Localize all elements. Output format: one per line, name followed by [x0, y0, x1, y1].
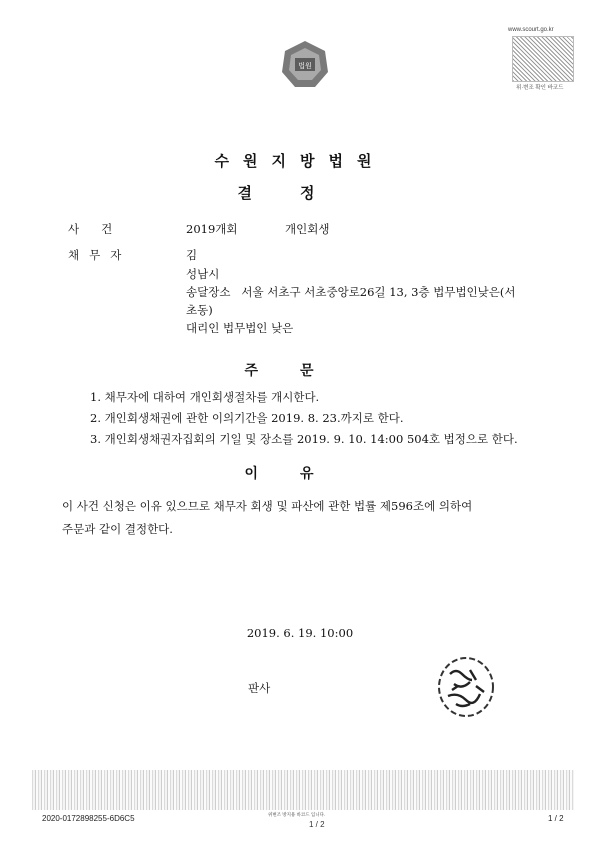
case-number: 2019개회: [186, 222, 238, 236]
page-number-center: 1 / 2: [309, 820, 325, 829]
decision-date: 2019. 6. 19. 10:00: [246, 626, 354, 640]
document-id: 2020-0172898255-6D6C5: [42, 814, 135, 823]
court-emblem-icon: [279, 38, 331, 90]
page-number: 1 / 2: [548, 814, 564, 823]
court-name: 수원지방법원: [214, 152, 386, 170]
case-label: 사건: [68, 222, 135, 236]
service-address: 송달장소 서울 서초구 서초중앙로26길 13, 3층 법무법인낮은(서: [186, 285, 516, 299]
order-item: 3. 개인회생채권자집회의 기일 및 장소를 2019. 9. 10. 14:00 504호 법정으로 한다.: [90, 432, 518, 446]
order-heading: 주문: [244, 363, 356, 379]
debtor-name: 김: [186, 248, 198, 262]
service-address-cont: 초동): [186, 303, 213, 317]
verification-url: www.scourt.go.kr: [508, 27, 554, 33]
order-item: 1. 채무자에 대하여 개인회생절차를 개시한다.: [90, 390, 320, 404]
verification-barcode: [512, 36, 574, 82]
document-title: 결정: [237, 184, 363, 202]
case-type: 개인회생: [285, 222, 330, 236]
reason-line: 주문과 같이 결정한다.: [62, 522, 173, 536]
order-item: 2. 개인회생채권에 관한 이의기간을 2019. 8. 23.까지로 한다.: [90, 411, 404, 425]
svg-text:법원: 법원: [298, 62, 312, 70]
anti-forgery-barcode-band: [32, 770, 574, 810]
judge-seal-stamp: [436, 656, 496, 718]
verification-caption: 위·변조 확인 바코드: [516, 85, 564, 91]
debtor-city: 성남시: [186, 267, 220, 281]
judge-label: 판사: [248, 681, 271, 695]
footer-notice: 위변조 방지용 바코드 입니다.: [268, 812, 326, 817]
reason-line: 이 사건 신청은 이유 있으므로 채무자 회생 및 파산에 관한 법률 제596조에 의하여: [62, 499, 473, 513]
debtor-label: 채무자: [68, 248, 132, 262]
representative: 대리인 법무법인 낮은: [186, 321, 294, 335]
reason-heading: 이유: [244, 466, 356, 482]
